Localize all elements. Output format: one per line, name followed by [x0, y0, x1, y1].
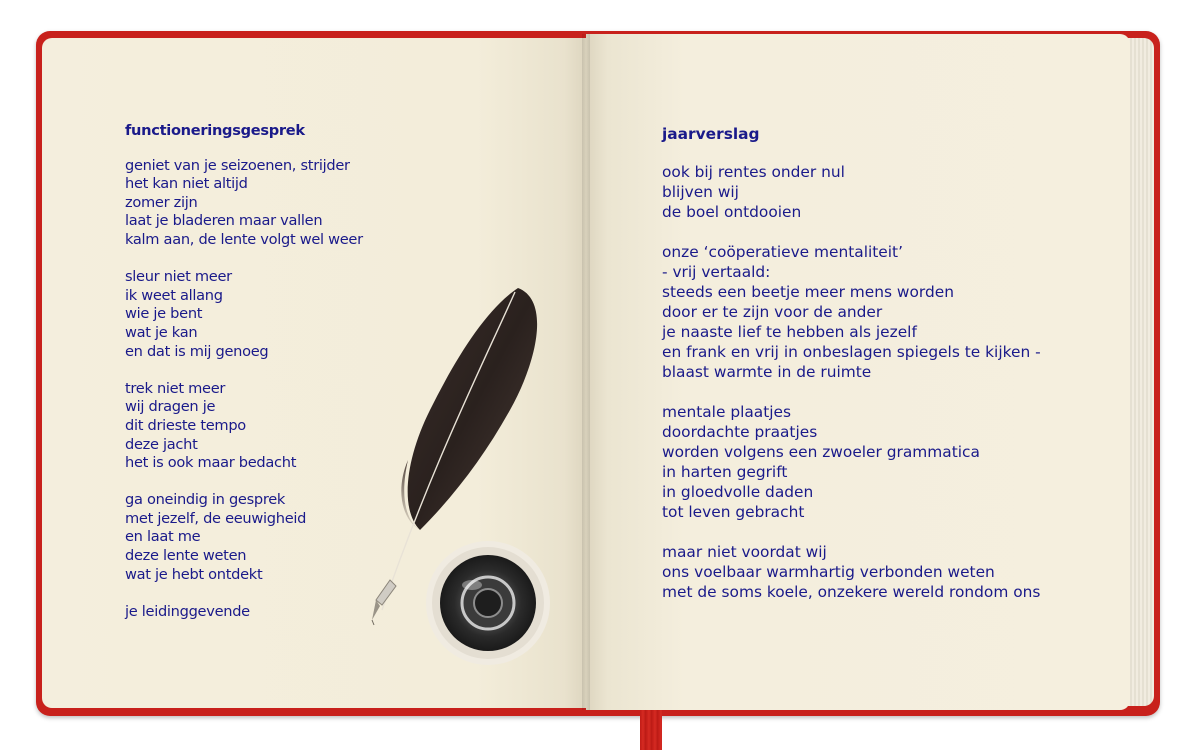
- right-poem-title: jaarverslag: [662, 125, 760, 143]
- poem-line: de boel ontdooien: [662, 203, 802, 221]
- poem-line: tot leven gebracht: [662, 503, 805, 521]
- poem-line: ook bij rentes onder nul: [662, 163, 845, 181]
- poem-line: onze ‘coöperatieve mentaliteit’: [662, 243, 903, 261]
- poem-line: blijven wij: [662, 183, 739, 201]
- poem-line: wie je bent: [125, 305, 203, 323]
- left-poem: [125, 122, 363, 621]
- stanza: [662, 242, 1041, 382]
- poem-line: geniet van je seizoenen, strijder: [125, 156, 350, 174]
- poem-line: steeds een beetje meer mens worden: [662, 283, 954, 301]
- poem-line: met jezelf, de eeuwigheid: [125, 509, 307, 527]
- poem-line: het kan niet altijd: [125, 175, 248, 193]
- poem-line: en frank en vrij in onbeslagen spiegels te kijken -: [662, 343, 1041, 361]
- poem-line: zomer zijn: [125, 193, 198, 211]
- poem-line: mentale plaatjes: [662, 403, 792, 421]
- poem-line: maar niet voordat wij: [662, 543, 827, 561]
- poem-line: laat je bladeren maar vallen: [125, 212, 323, 230]
- poem-line: door er te zijn voor de ander: [662, 303, 883, 321]
- poem-line: worden volgens een zwoeler grammatica: [662, 443, 980, 461]
- poem-line: ik weet allang: [125, 286, 223, 304]
- stanza: [125, 268, 363, 361]
- left-poem-title: functioneringsgesprek: [125, 122, 305, 139]
- poem-line: in harten gegrift: [662, 463, 788, 481]
- poem-line: doordachte praatjes: [662, 423, 818, 441]
- poem-line: wat je kan: [125, 323, 198, 341]
- stanza: [662, 162, 1041, 222]
- poem-line: in gloedvolle daden: [662, 483, 814, 501]
- right-poem: [662, 124, 1041, 622]
- poem-line: en laat me: [125, 528, 201, 546]
- poem-line: kalm aan, de lente volgt wel weer: [125, 230, 363, 248]
- poem-line: deze jacht: [125, 435, 198, 453]
- stanza: [125, 157, 363, 250]
- poem-line: ga oneindig in gesprek: [125, 491, 286, 509]
- poem-line: blaast warmte in de ruimte: [662, 363, 872, 381]
- poem-line: het is ook maar bedacht: [125, 454, 297, 472]
- stanza: [662, 402, 1041, 522]
- poem-line: met de soms koele, onzekere wereld rondom ons: [662, 583, 1041, 601]
- poem-line: deze lente weten: [125, 547, 247, 565]
- stanza: [125, 380, 363, 473]
- poem-line: trek niet meer: [125, 379, 226, 397]
- poem-line: - vrij vertaald:: [662, 263, 771, 281]
- book-gutter: [582, 34, 590, 710]
- poem-line: je naaste lief te hebben als jezelf: [662, 323, 917, 341]
- poem-signature: je leidinggevende: [125, 602, 250, 620]
- poem-line: en dat is mij genoeg: [125, 342, 269, 360]
- inkwell-icon: [426, 541, 550, 665]
- poem-line: dit drieste tempo: [125, 416, 246, 434]
- poem-line: wij dragen je: [125, 398, 216, 416]
- poem-line: ons voelbaar warmhartig verbonden weten: [662, 563, 995, 581]
- stanza: [662, 542, 1041, 602]
- poem-line: sleur niet meer: [125, 268, 232, 286]
- poem-line: wat je hebt ontdekt: [125, 565, 263, 583]
- stanza: [125, 491, 363, 584]
- quill-inkwell-illustration: [360, 280, 560, 670]
